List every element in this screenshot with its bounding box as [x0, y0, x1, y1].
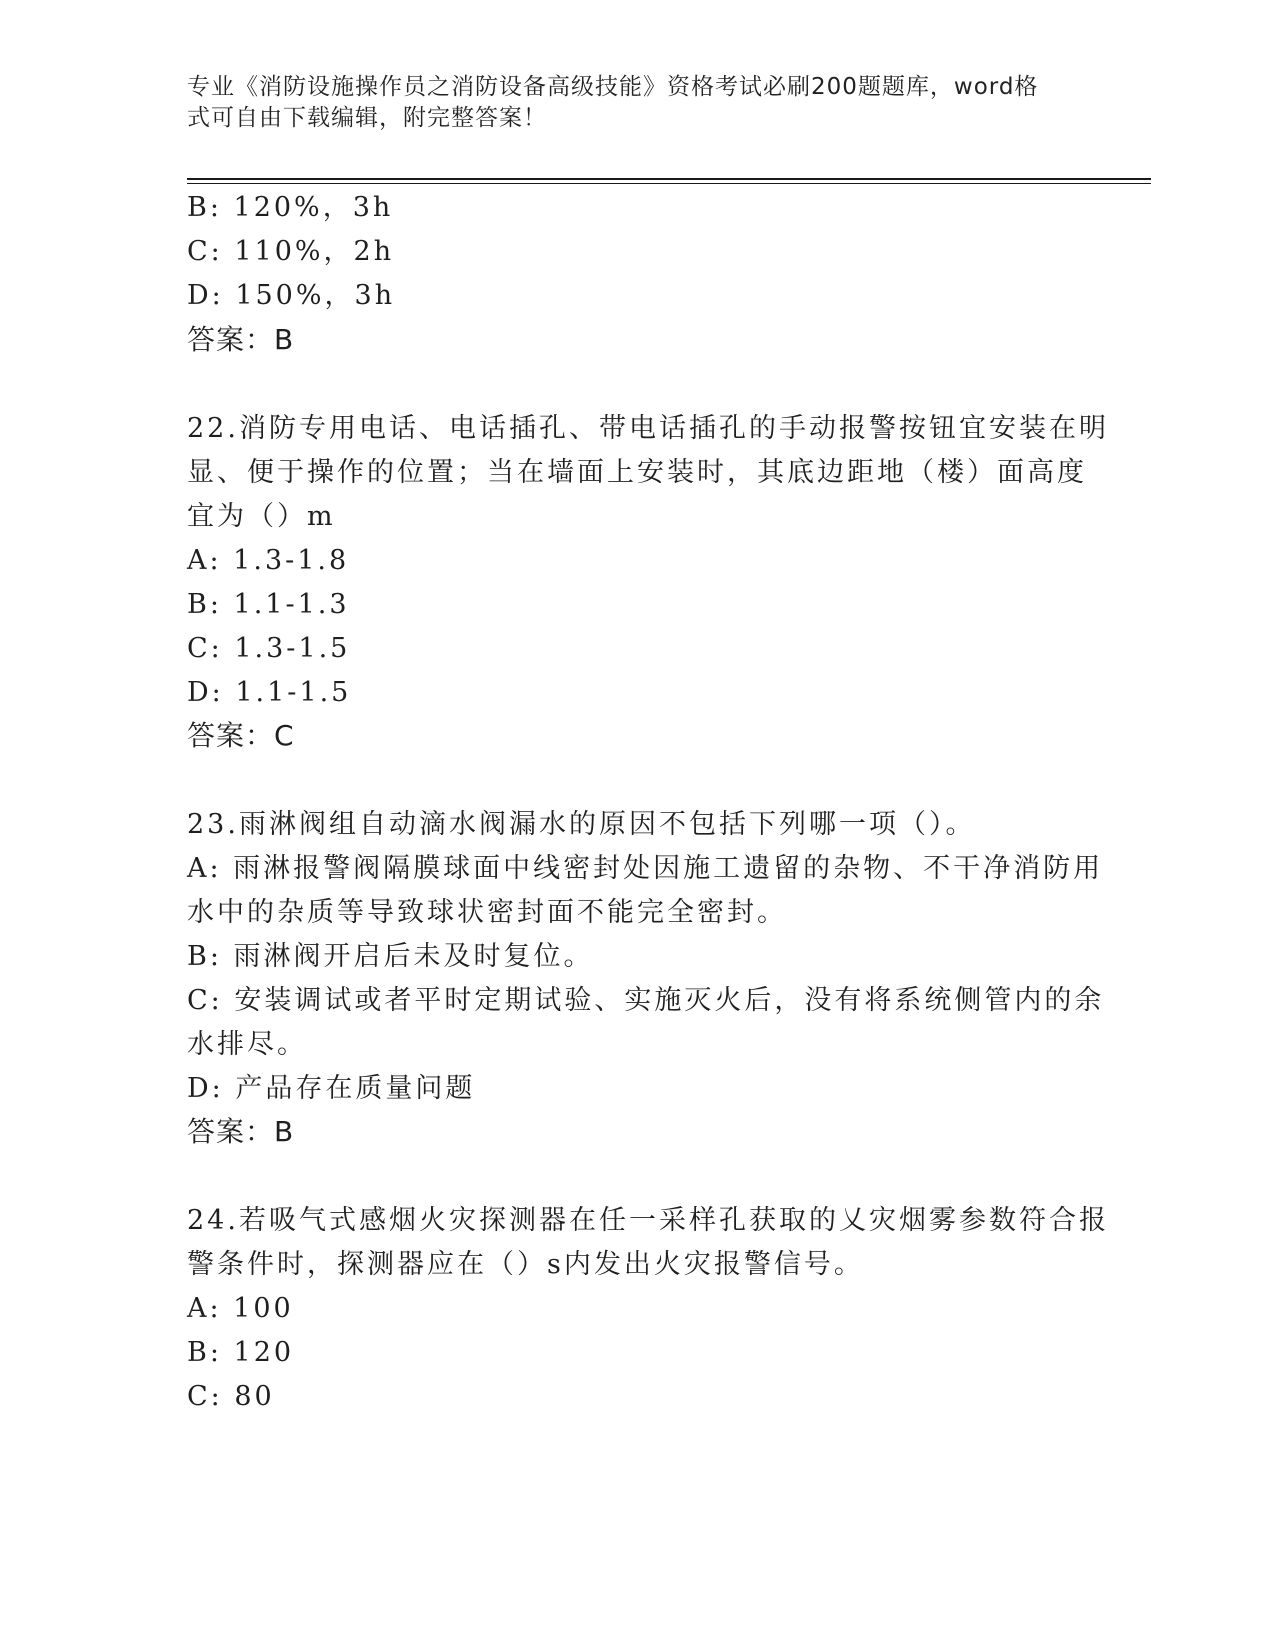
q22-stem-line-1: 22.消防专用电话、电话插孔、带电话插孔的手动报警按钮宜安装在明 — [187, 413, 1109, 444]
q23-option-c-line-1: C: 安装调试或者平时定期试验、实施灭火后，没有将系统侧管内的余 — [187, 985, 1105, 1016]
q23-option-a-line-1: A: 雨淋报警阀隔膜球面中线密封处因施工遗留的杂物、不干净消防用 — [187, 853, 1104, 884]
document-header — [187, 72, 1087, 134]
q22-answer: 答案：C — [187, 719, 295, 752]
header-divider-thick — [187, 178, 1151, 180]
q23-answer: 答案：B — [187, 1115, 295, 1148]
header-line-2: 式可自由下载编辑，附完整答案！ — [187, 105, 547, 131]
q23-option-a-line-2: 水中的杂质等导致球状密封面不能完全密封。 — [187, 897, 787, 928]
q22-stem-line-3: 宜为（）m — [187, 501, 336, 532]
header-divider-thin — [187, 183, 1151, 184]
q22-option-d: D: 1.1-1.5 — [187, 677, 352, 708]
q24-option-b: B: 120 — [187, 1337, 295, 1368]
q23-option-c-line-2: 水排尽。 — [187, 1029, 307, 1060]
q23-option-b: B: 雨淋阀开启后未及时复位。 — [187, 941, 594, 972]
q22-option-a: A: 1.3-1.8 — [187, 545, 350, 576]
q22-stem-line-2: 显、便于操作的位置；当在墙面上安装时，其底边距地（楼）面高度 — [187, 457, 1087, 488]
q22-option-b: B: 1.1-1.3 — [187, 589, 350, 620]
q21-option-b: B: 120%，3h — [187, 192, 394, 223]
q21-option-d: D: 150%，3h — [187, 280, 396, 311]
q21-answer: 答案：B — [187, 323, 295, 356]
q23-stem: 23.雨淋阀组自动滴水阀漏水的原因不包括下列哪一项（）。 — [187, 809, 976, 840]
q24-option-a: A: 100 — [187, 1293, 294, 1324]
q21-option-c: C: 110%，2h — [187, 236, 395, 267]
q23-option-d: D: 产品存在质量问题 — [187, 1073, 476, 1104]
q24-stem-line-2: 警条件时，探测器应在（）s内发出火灾报警信号。 — [187, 1249, 864, 1280]
q22-option-c: C: 1.3-1.5 — [187, 633, 351, 664]
q24-option-c: C: 80 — [187, 1381, 275, 1412]
header-line-1: 专业《消防设施操作员之消防设备高级技能》资格考试必刷200题题库，word格 — [187, 74, 1039, 100]
q24-stem-line-1: 24.若吸气式感烟火灾探测器在任一采样孔获取的乂灾烟雾参数符合报 — [187, 1205, 1109, 1236]
